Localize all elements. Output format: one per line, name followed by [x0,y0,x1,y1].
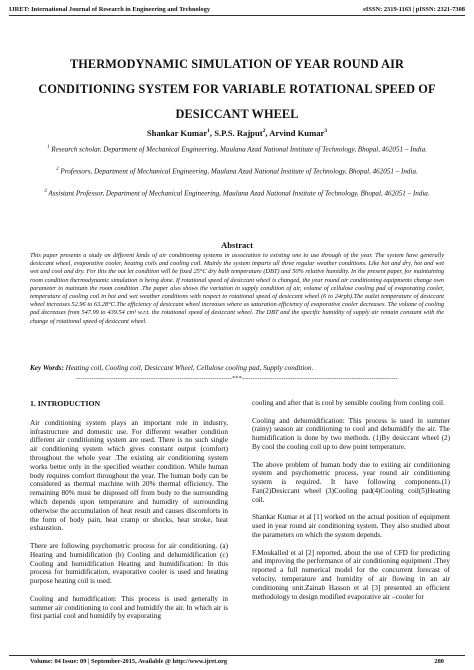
issn: eISSN: 2319-1163 | pISSN: 2321-7308 [363,6,465,13]
affiliation-sup: 2 [56,167,59,172]
author-sup: 3 [324,128,328,135]
affiliation-text: Assistant Professor, Department of Mechanical Engineering, Maulana Azad National Institute of Technology, Bhopal, 462051 – India. [48,189,430,198]
author-sup: 1 [207,128,210,135]
volume-info: Volume: 04 Issue: 09 | September-2015, Available @ http://www.ijret.org [30,658,228,665]
section-separator: -----------------------------------------------------------------------***----------------------------------------------------------------------- [76,376,398,382]
abstract-heading: Abstract [221,240,253,250]
affiliation-sup: 3 [44,189,47,194]
paragraph: Air conditioning system plays an important role in industry, infrastructure and domestic use. For different weather condition different air conditioning system are used. There is no such single air conditioning system which gives constant output (comfort) throughout the whole year .The existing air conditioning system works better only in the specified weather condition. While human body requires comfort throughout the year. The human body can be considered as thermal machine with 20% thermal efficiency. The remaining 80% must be disposed off from body to the surrounding which depends upon temperature and humidity of surrounding otherwise the accumulation of heat result and causes discomforts in the form of body pain, heat cramp or shocks, heat stroke, heat exhaustion. [30,418,228,533]
journal-name: IJRET: International Journal of Research in Engineering and Technology [9,6,211,13]
paragraph: There are following psychometric process for air conditioning. (a) Heating and humidification (b) Cooling and dehumidification (c) Cooling and humidification Heating and humidification: In this process for humidification, evaporative cooler is used and heating purpose heating coil is used. [30,541,228,586]
paragraph: Cooling and dehumidification: This process is used in summer (rainy) season air conditioning to cool and dehumidify the air. The humidification is done by two methods. (1)By desiccant wheel (2) By cool the cooling coil up to dew point temperature. [252,416,450,451]
author-name: S.P.S. Rajput [214,128,263,138]
abstract-text: This paper presents a study on different kinds of air conditioning systems in association to existing one to use through of the year. The system have generally desiccant wheel, evaporative cooler, heating coils and cooling coil. Mainly the system imparts all three regular weather conditions. Like hot and dry, hot and wet wet and cool and dry. For this the out let condition will be fixed 25°C dry bulb temperature (DBT) and 50% relative humidity. In the present paper, for maintaining room condition thermodynamic simulation is being done. If rotational speed of desiccant wheel is changed, the year round air conditioning equipments change own parameter to maintain the room condition .The paper also shows the variation in supply condition of air, volume of cellulose cooling pad of evaporating cooler, temperature of cooling coil in hot and wet weather conditions with respect to rotational speed of desiccant wheel (6 to 24rph).The outlet temperature of desiccant wheel increases 52.96 to 63.28°C.The efficiency of desiccant wheel increases where as saturation efficiency of evaporative cooler decreases. The volume of cooling pad decreases from 547.99 to 439.54 cm³ w.r.t. the rotational speed of desiccant wheel. The DBT and the specific humidity of supply air remain constant with the change of rotational speed of desiccant wheel. [30,252,444,325]
running-header [9,6,465,13]
paragraph: Shankar Kumar et al [1] worked on the actual position of equipment used in year round air conditioning system. They also studied about the parameters on which the system depends. [252,513,450,539]
affiliation-sup: 1 [47,145,50,150]
title-line: THERMODYNAMIC SIMULATION OF YEAR ROUND AIR [69,57,405,71]
keywords-text: Heating coil, Cooling coil, Desiccant Wheel, Cellulose cooling pad, Supply condition. [65,364,314,372]
affiliation-text: Research scholar, Department of Mechanical Engineering, Maulana Azad National Institute of Technology, Bhopal, 462051 – India. [51,145,427,154]
affiliation-text: Professors, Department of Mechanical Engineering, Maulana Azad National Institute of Technology, Bhopal, 462051 – India. [60,167,418,176]
author-list: Shankar Kumar$^1$, S.P.S. Rajput$^2$, Arvind Kumar$^3$ [146,128,328,138]
section-heading: 1. INTRODUCTION [30,399,101,408]
paragraph: F.Moukalled et al [2] reported, about the use of CFD for predicting and improving the performance of air conditioning equipment .They reported a full numerical model for the concurrent forecast of velocity, temperature and humidity of air flowing in an air conditioning unit.Zainab Hasson et al [3] presented an efficient methodology to design modified evaporative air –cooler for [252,548,450,601]
right-column [252,399,450,610]
paper-title [30,52,444,127]
running-footer [30,658,444,665]
left-column [30,400,228,630]
author-name: Arvind Kumar [269,128,325,138]
header-rule [9,15,465,16]
title-line: DESICCANT WHEEL [175,107,299,121]
paragraph: Cooling and humidification: This process is used generally in summer air conditioning to cool and humidify the air. In which air is first partial cool and humidify by evaporating [30,594,228,621]
page-number: 280 [434,658,444,665]
affiliation [40,187,434,199]
paragraph: The above problem of human body due to exiting air conditioning system and psychometric process, year round air conditioning system is required. It have following components.(1) Fan(2)Desiccant wheel (3)Cooling pad(4)Cooling coil(5)Heating coil. [252,460,450,504]
footer-rule [9,655,465,656]
affiliation [40,165,434,177]
author-name: Shankar Kumar [146,128,208,138]
title-line: CONDITIONING SYSTEM FOR VARIABLE ROTATIONAL SPEED OF [38,82,436,96]
keywords [30,364,444,372]
paragraph: cooling and after that is cool by sensible cooling from cooling coil. [252,399,445,407]
affiliation [40,143,434,155]
author-sup: 2 [262,128,266,135]
keywords-label: Key Words: [30,364,64,372]
